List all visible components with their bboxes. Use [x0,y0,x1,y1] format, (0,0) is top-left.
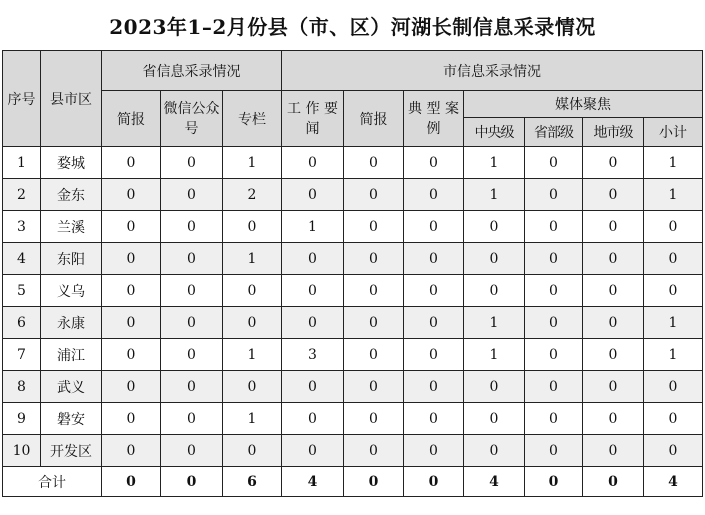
table-cell: 0 [102,307,161,339]
table-cell: 1 [223,147,282,179]
table-cell: 1 [464,179,525,211]
table-cell: 0 [223,275,282,307]
table-cell: 0 [223,307,282,339]
table-cell: 0 [161,307,223,339]
table-cell: 0 [161,435,223,467]
table-cell: 0 [344,339,404,371]
total-cell: 0 [161,467,223,497]
row-seq: 8 [3,371,41,403]
table-cell: 0 [161,179,223,211]
col-header-media-provincial: 省部级 [525,118,583,147]
table-cell: 0 [404,243,464,275]
total-cell: 4 [464,467,525,497]
row-county: 义乌 [41,275,102,307]
table-row [3,243,703,275]
table-row [3,147,703,179]
table-cell: 0 [102,275,161,307]
row-seq: 4 [3,243,41,275]
table-cell: 0 [404,435,464,467]
group-header-media: 媒体聚焦 [464,91,703,118]
table-cell: 1 [223,243,282,275]
table-cell: 0 [525,243,583,275]
table-cell: 1 [464,307,525,339]
table-cell: 0 [404,403,464,435]
col-header-province-column: 专栏 [223,91,282,147]
table-cell: 0 [344,243,404,275]
total-cell: 4 [644,467,703,497]
table-cell: 0 [583,403,644,435]
table-cell: 0 [102,147,161,179]
table-cell: 0 [102,403,161,435]
table-cell: 0 [525,211,583,243]
table-cell: 0 [583,275,644,307]
table-cell: 0 [525,147,583,179]
total-cell: 6 [223,467,282,497]
total-cell: 0 [344,467,404,497]
table-cell: 0 [282,307,344,339]
table-cell: 0 [102,211,161,243]
table-cell: 0 [525,275,583,307]
table-cell: 0 [644,435,703,467]
table-cell: 0 [404,307,464,339]
table-cell: 1 [644,179,703,211]
table-cell: 0 [223,435,282,467]
table-cell: 1 [644,147,703,179]
table-cell: 0 [525,403,583,435]
table-cell: 0 [464,371,525,403]
row-county: 兰溪 [41,211,102,243]
total-cell: 0 [404,467,464,497]
table-cell: 0 [223,211,282,243]
table-cell: 0 [404,211,464,243]
table-row [3,275,703,307]
table-cell: 0 [102,243,161,275]
table-cell: 0 [464,211,525,243]
table-cell: 0 [102,435,161,467]
col-header-media-central: 中央级 [464,118,525,147]
table-cell: 0 [464,243,525,275]
col-header-media-subtotal: 小计 [644,118,703,147]
table-row [3,211,703,243]
table-cell: 0 [344,211,404,243]
table-cell: 0 [344,307,404,339]
table-cell: 0 [583,307,644,339]
group-header-province: 省信息采录情况 [102,51,282,91]
table-cell: 0 [282,179,344,211]
table-cell: 0 [282,403,344,435]
table-cell: 0 [464,435,525,467]
row-seq: 2 [3,179,41,211]
table-cell: 0 [644,275,703,307]
table-cell: 0 [525,435,583,467]
col-header-city-case: 典 型 案 例 [404,91,464,147]
table-cell: 0 [102,339,161,371]
table-row [3,403,703,435]
table-cell: 0 [344,179,404,211]
table-cell: 0 [344,371,404,403]
row-seq: 7 [3,339,41,371]
table-cell: 3 [282,339,344,371]
table-cell: 0 [583,243,644,275]
table-cell: 1 [282,211,344,243]
table-cell: 0 [161,211,223,243]
table-cell: 0 [644,243,703,275]
table-cell: 0 [282,275,344,307]
table-cell: 0 [344,275,404,307]
table-cell: 0 [644,403,703,435]
info-record-table [2,50,703,497]
table-cell: 0 [525,371,583,403]
total-label: 合计 [3,467,102,497]
table-cell: 0 [161,403,223,435]
row-county: 永康 [41,307,102,339]
table-cell: 0 [464,275,525,307]
table-cell: 0 [583,371,644,403]
table-cell: 0 [161,275,223,307]
table-cell: 0 [282,147,344,179]
total-cell: 4 [282,467,344,497]
row-county: 磐安 [41,403,102,435]
table-cell: 0 [344,435,404,467]
table-cell: 0 [282,243,344,275]
group-header-city: 市信息采录情况 [282,51,703,91]
table-row [3,307,703,339]
row-county: 金东 [41,179,102,211]
col-header-province-brief: 简报 [102,91,161,147]
table-cell: 0 [404,339,464,371]
table-cell: 0 [464,403,525,435]
table-row [3,179,703,211]
table-cell: 2 [223,179,282,211]
table-row [3,435,703,467]
table-cell: 0 [161,243,223,275]
row-seq: 1 [3,147,41,179]
row-county: 武义 [41,371,102,403]
table-cell: 0 [344,147,404,179]
table-cell: 1 [464,147,525,179]
table-cell: 1 [223,339,282,371]
col-header-media-city: 地市级 [583,118,644,147]
row-county: 开发区 [41,435,102,467]
table-cell: 0 [404,179,464,211]
row-county: 东阳 [41,243,102,275]
total-cell: 0 [525,467,583,497]
row-seq: 9 [3,403,41,435]
table-cell: 0 [161,147,223,179]
page-title: 2023年1–2月份县（市、区）河湖长制信息采录情况 [109,14,596,39]
table-cell: 0 [525,339,583,371]
table-row [3,371,703,403]
col-header-county: 县市区 [41,51,102,147]
table-cell: 0 [102,371,161,403]
table-cell: 0 [583,339,644,371]
table-cell: 1 [644,339,703,371]
col-header-seq: 序号 [3,51,41,147]
table-cell: 0 [404,147,464,179]
total-cell: 0 [583,467,644,497]
col-header-city-news: 工 作 要 闻 [282,91,344,147]
row-seq: 3 [3,211,41,243]
table-cell: 0 [223,371,282,403]
table-cell: 0 [644,211,703,243]
table-cell: 0 [525,179,583,211]
table-cell: 0 [344,403,404,435]
table-cell: 0 [644,371,703,403]
col-header-city-brief: 简报 [344,91,404,147]
table-cell: 0 [583,211,644,243]
table-cell: 0 [404,275,464,307]
table-cell: 0 [161,339,223,371]
table-row [3,339,703,371]
table-cell: 0 [282,435,344,467]
row-seq: 10 [3,435,41,467]
col-header-province-wechat: 微信公众号 [161,91,223,147]
table-cell: 0 [583,179,644,211]
table-cell: 0 [404,371,464,403]
table-cell: 0 [583,147,644,179]
total-row [3,467,703,497]
table-cell: 1 [223,403,282,435]
table-cell: 1 [464,339,525,371]
row-county: 婺城 [41,147,102,179]
row-county: 浦江 [41,339,102,371]
table-cell: 0 [102,179,161,211]
table-cell: 0 [525,307,583,339]
table-cell: 1 [644,307,703,339]
table-cell: 0 [583,435,644,467]
row-seq: 5 [3,275,41,307]
table-cell: 0 [161,371,223,403]
table-cell: 0 [282,371,344,403]
total-cell: 0 [102,467,161,497]
row-seq: 6 [3,307,41,339]
